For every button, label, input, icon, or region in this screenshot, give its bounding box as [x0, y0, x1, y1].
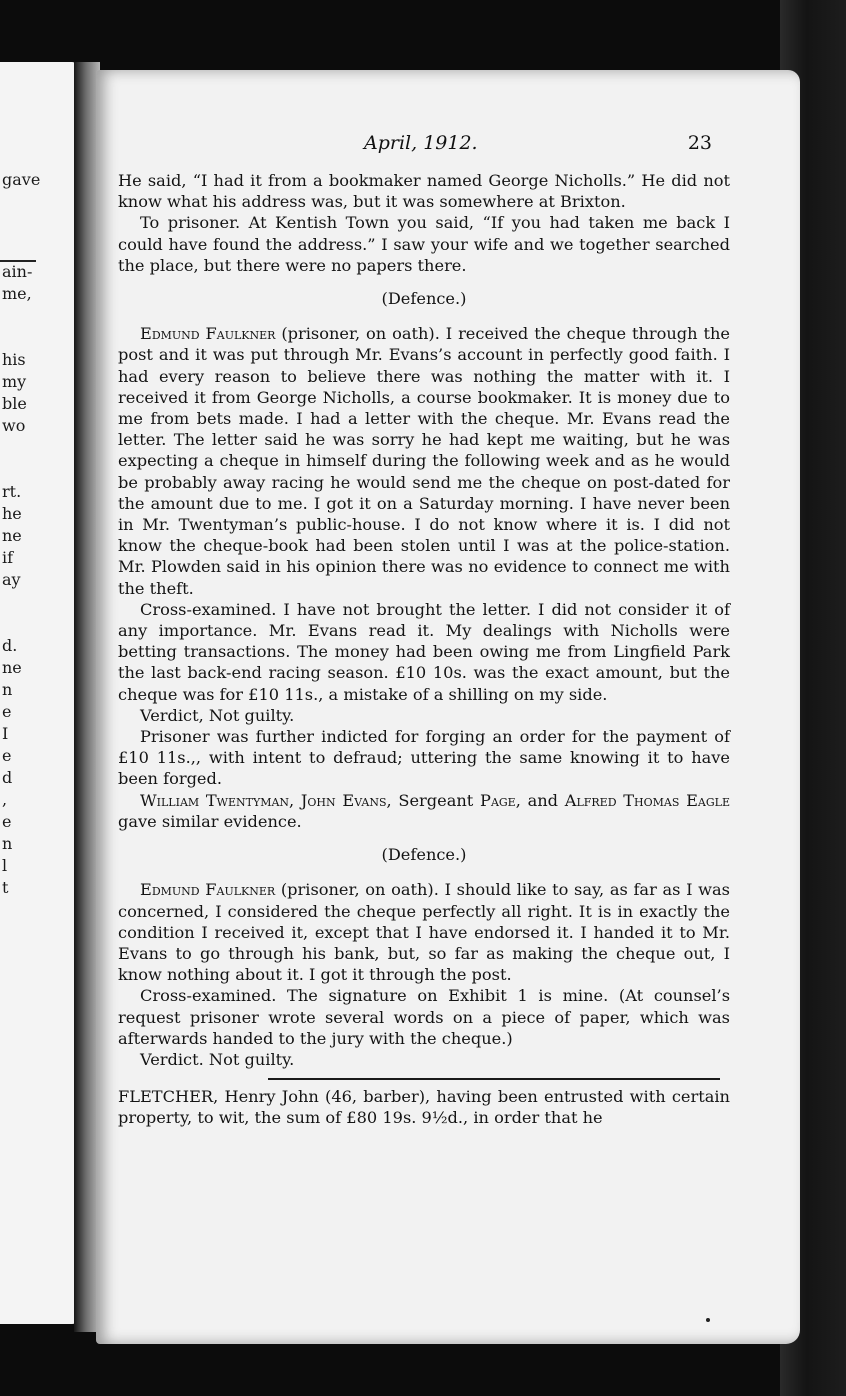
facing-page-fragment: ay: [2, 570, 21, 589]
evidence-text: gave similar evidence.: [118, 811, 302, 831]
paragraph-continuation: He said, “I had it from a bookmaker named George Nicholls.” He did not know what his address was, but it was somewhere at Brixton.: [118, 171, 730, 212]
facing-page-fragment: ain-: [2, 262, 33, 281]
paragraph-faulkner-testimony-2: [118, 879, 730, 985]
facing-page-fragment: ne: [2, 526, 22, 545]
facing-page-fragment: n: [2, 834, 13, 853]
connector-text-and: and: [520, 790, 565, 810]
facing-page-fragment: wo: [2, 416, 26, 435]
section-heading-defence-2: (Defence.): [381, 845, 467, 865]
facing-page-fragment: ,: [2, 790, 8, 809]
facing-page-fragment: he: [2, 504, 22, 523]
witness-name-eagle: Alfred Thomas Eagle: [564, 790, 730, 810]
facing-page-fragment: rt.: [2, 482, 22, 501]
witness-names: William Twentyman, John Evans,: [140, 790, 392, 810]
witness-name: Edmund Faulkner: [140, 324, 276, 344]
facing-page-fragment: e: [2, 746, 12, 765]
paragraph-verdict-2: Verdict. Not guilty.: [140, 1049, 295, 1069]
defendant-name: FLETCHER,: [118, 1087, 219, 1107]
page-body: [118, 170, 730, 1129]
paragraph-cross-examined: Cross-examined. I have not brought the letter. I did not consider it of any importance. Mr. Evans read it. My dealings with Nicholls were betting transactions. The money had been owing me from Lingfield Park the last back-end racing season. £10 10s. was the exact amount, but the cheque was for £10 11s., a mistake of a shilling on my side.: [118, 599, 730, 704]
paragraph-further-indicted: Prisoner was further indicted for forging an order for the payment of £10 11s.,, with intent to defraud; uttering the same knowing it to have been forged.: [118, 727, 730, 789]
facing-page-fragment: ne: [2, 658, 22, 677]
witness-name-2: Edmund Faulkner: [140, 880, 276, 900]
paragraph-to-prisoner: To prisoner. At Kentish Town you said, “If you had taken me back I could have found the address.” I saw your wife and we together searched the place, but there were no papers there.: [118, 213, 730, 275]
paragraph-faulkner-testimony: [118, 323, 730, 599]
facing-page-fragment: ble: [2, 394, 27, 413]
document-page: [96, 70, 800, 1344]
connector-text: Sergeant: [391, 790, 481, 810]
facing-page-fragment: d.: [2, 636, 18, 655]
facing-page-fragment: d: [2, 768, 13, 787]
facing-page-fragment: e: [2, 812, 12, 831]
testimony-text-2: (prisoner, on oath). I should like to say, as far as I was concerned, I considered the cheque perfectly all right. It is in exactly the condition I received it, except that I have endorsed it. I handed it to Mr. Evans to go through his bank, but, so far as making the cheque out, I know nothing about it. I got it through the post.: [118, 880, 730, 985]
case-text: Henry John (46, barber), having been entrusted with certain property, to wit, the sum of £80 19s. 9½d., in order that he: [118, 1087, 730, 1128]
facing-page-fragment: t: [2, 878, 9, 897]
paragraph-verdict: Verdict, Not guilty.: [140, 705, 295, 725]
facing-page-fragment: my: [2, 372, 27, 391]
paragraph-cross-examined-2: Cross-examined. The signature on Exhibit 1 is mine. (At counsel’s request prisoner wrote several words on a piece of paper, which was afterwards handed to the jury with the cheque.): [118, 986, 730, 1048]
facing-page-fragment: gave: [2, 170, 41, 189]
scan-speck: [706, 1318, 710, 1322]
testimony-text: (prisoner, on oath). I received the cheque through the post and it was put through Mr. Evans’s account in perfectly good faith. I had every reason to believe there was nothing the matter with it. I received it from George Nicholls, a course bookmaker. It is money due to me from bets made. I had a letter with the cheque. Mr. Evans read the letter. The letter said he was sorry he had kept me waiting, but he was expecting a cheque in himself during the following week and as he would be probably away racing he would send me the cheque on post-dated for the amount due to me. I got it on a Saturday morning. I have never been in Mr. Twentyman’s public-house. I do not know where it is. I did not know the cheque-book had been stolen until I was at the police-station. Mr. Plowden said in his opinion there was no evidence to connect me with the theft.: [118, 324, 731, 598]
page-number: 23: [687, 132, 712, 154]
witness-name-page: Page,: [480, 790, 521, 810]
paragraph-fletcher-case: [118, 1086, 730, 1128]
facing-page-edge: [0, 62, 78, 1324]
facing-page-fragment: l: [2, 856, 8, 875]
facing-page-fragment: e: [2, 702, 12, 721]
header-date: April, 1912.: [364, 132, 478, 154]
facing-page-fragment: me,: [2, 284, 32, 303]
running-header: [96, 132, 800, 156]
paragraph-similar-evidence: [118, 790, 730, 832]
case-separator-rule: [268, 1078, 720, 1080]
facing-page-fragment: his: [2, 350, 26, 369]
section-heading-defence: (Defence.): [381, 289, 467, 309]
facing-page-fragment: I: [2, 724, 9, 743]
facing-page-fragment: n: [2, 680, 13, 699]
facing-page-fragment: if: [2, 548, 14, 567]
